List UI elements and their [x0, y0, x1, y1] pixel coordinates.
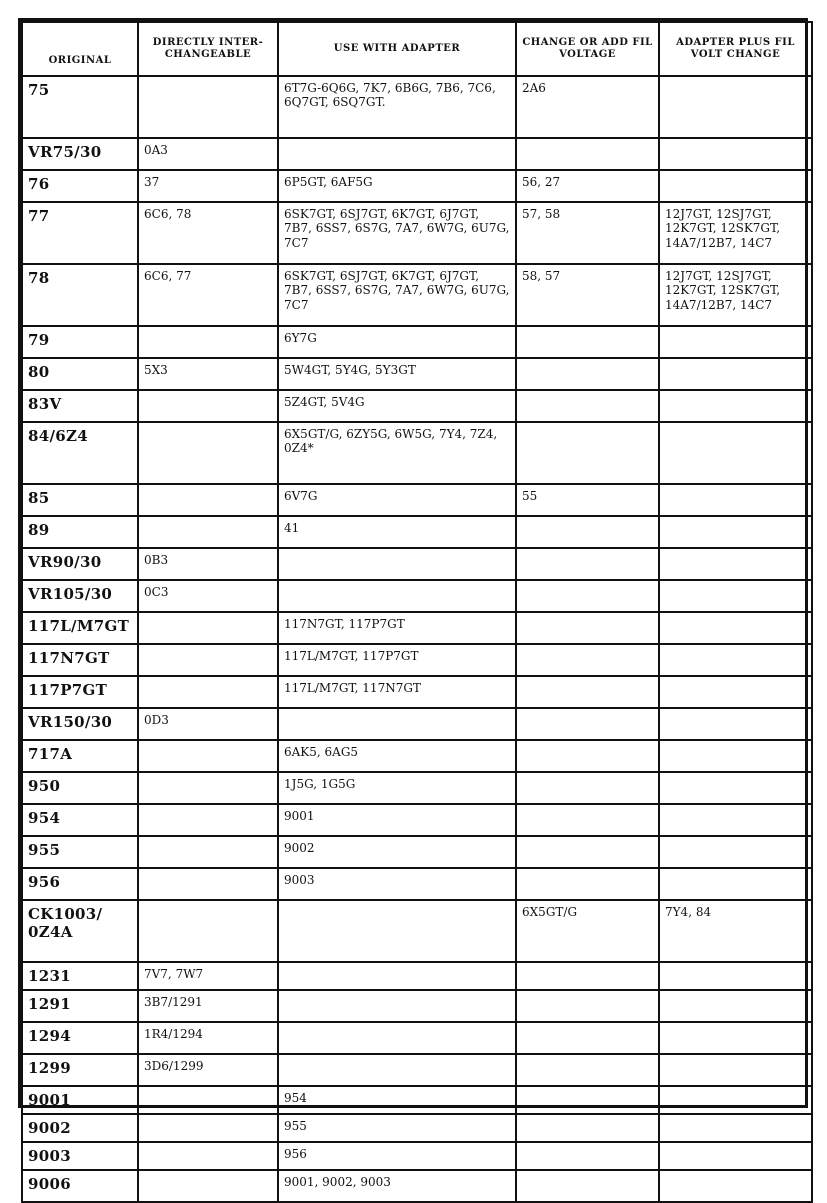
cell-use-with-adapter: 9003 [278, 868, 516, 900]
tube-substitution-table [21, 21, 813, 1203]
cell-directly-interchangeable: 0B3 [138, 548, 278, 580]
cell-change-fil-voltage [516, 740, 659, 772]
cell-change-fil-voltage: 6X5GT/G [516, 900, 659, 962]
table-row [22, 580, 812, 612]
cell-original: VR105/30 [22, 580, 138, 612]
cell-original: 83V [22, 390, 138, 422]
tube-substitution-sheet [18, 18, 808, 1193]
cell-change-fil-voltage [516, 644, 659, 676]
table-row [22, 202, 812, 264]
header-use-with-adapter: USE WITH ADAPTER [278, 22, 516, 76]
header-original: ORIGINAL [22, 22, 138, 76]
table-row [22, 138, 812, 170]
cell-change-fil-voltage [516, 990, 659, 1022]
table-row [22, 740, 812, 772]
cell-change-fil-voltage [516, 548, 659, 580]
cell-change-fil-voltage [516, 358, 659, 390]
cell-directly-interchangeable: 7V7, 7W7 [138, 962, 278, 990]
cell-adapter-plus-fil-volt-change [659, 548, 812, 580]
cell-directly-interchangeable: 3B7/1291 [138, 990, 278, 1022]
cell-adapter-plus-fil-volt-change [659, 868, 812, 900]
cell-original: 1299 [22, 1054, 138, 1086]
table-row [22, 708, 812, 740]
cell-directly-interchangeable [138, 76, 278, 138]
cell-use-with-adapter: 956 [278, 1142, 516, 1170]
cell-use-with-adapter [278, 548, 516, 580]
cell-change-fil-voltage [516, 708, 659, 740]
cell-directly-interchangeable [138, 516, 278, 548]
cell-directly-interchangeable: 1R4/1294 [138, 1022, 278, 1054]
header-adapter-plus-fil-volt-change: ADAPTER PLUS FIL VOLT CHANGE [659, 22, 812, 76]
cell-change-fil-voltage: 2A6 [516, 76, 659, 138]
cell-original: 9003 [22, 1142, 138, 1170]
cell-change-fil-voltage [516, 1022, 659, 1054]
table-row [22, 612, 812, 644]
cell-use-with-adapter: 117L/M7GT, 117P7GT [278, 644, 516, 676]
cell-adapter-plus-fil-volt-change [659, 644, 812, 676]
table-row [22, 1022, 812, 1054]
cell-directly-interchangeable [138, 804, 278, 836]
cell-directly-interchangeable [138, 836, 278, 868]
cell-use-with-adapter: 6V7G [278, 484, 516, 516]
cell-original: 79 [22, 326, 138, 358]
cell-adapter-plus-fil-volt-change [659, 676, 812, 708]
cell-directly-interchangeable [138, 1114, 278, 1142]
cell-change-fil-voltage [516, 1142, 659, 1170]
cell-adapter-plus-fil-volt-change [659, 1022, 812, 1054]
cell-directly-interchangeable [138, 740, 278, 772]
cell-change-fil-voltage [516, 962, 659, 990]
cell-adapter-plus-fil-volt-change [659, 76, 812, 138]
cell-use-with-adapter [278, 580, 516, 612]
cell-original: 85 [22, 484, 138, 516]
cell-use-with-adapter: 6SK7GT, 6SJ7GT, 6K7GT, 6J7GT, 7B7, 6SS7, 6S7G, 7A7, 6W7G, 6U7G, 7C7 [278, 264, 516, 326]
cell-directly-interchangeable [138, 612, 278, 644]
table-row [22, 358, 812, 390]
cell-adapter-plus-fil-volt-change: 12J7GT, 12SJ7GT, 12K7GT, 12SK7GT, 14A7/12B7, 14C7 [659, 264, 812, 326]
cell-adapter-plus-fil-volt-change [659, 516, 812, 548]
cell-change-fil-voltage [516, 580, 659, 612]
cell-directly-interchangeable: 0C3 [138, 580, 278, 612]
cell-use-with-adapter [278, 962, 516, 990]
cell-adapter-plus-fil-volt-change [659, 1054, 812, 1086]
cell-use-with-adapter: 9002 [278, 836, 516, 868]
cell-use-with-adapter: 9001, 9002, 9003 [278, 1170, 516, 1202]
cell-original: 1231 [22, 962, 138, 990]
cell-change-fil-voltage [516, 390, 659, 422]
table-row [22, 516, 812, 548]
table-row [22, 326, 812, 358]
cell-adapter-plus-fil-volt-change [659, 962, 812, 990]
cell-original: 717A [22, 740, 138, 772]
table-row [22, 548, 812, 580]
cell-adapter-plus-fil-volt-change [659, 170, 812, 202]
cell-use-with-adapter: 6Y7G [278, 326, 516, 358]
cell-use-with-adapter [278, 138, 516, 170]
cell-use-with-adapter: 5W4GT, 5Y4G, 5Y3GT [278, 358, 516, 390]
cell-original: 75 [22, 76, 138, 138]
table-row [22, 772, 812, 804]
table-row [22, 804, 812, 836]
table-row [22, 676, 812, 708]
cell-adapter-plus-fil-volt-change: 12J7GT, 12SJ7GT, 12K7GT, 12SK7GT, 14A7/12B7, 14C7 [659, 202, 812, 264]
header-directly-interchangeable: DIRECTLY INTER-CHANGEABLE [138, 22, 278, 76]
table-row [22, 390, 812, 422]
cell-directly-interchangeable [138, 422, 278, 484]
cell-adapter-plus-fil-volt-change [659, 1142, 812, 1170]
cell-original: 80 [22, 358, 138, 390]
cell-directly-interchangeable [138, 1170, 278, 1202]
cell-directly-interchangeable [138, 326, 278, 358]
table-row [22, 1114, 812, 1142]
cell-original: 84/6Z4 [22, 422, 138, 484]
cell-use-with-adapter: 9001 [278, 804, 516, 836]
table-row [22, 900, 812, 962]
cell-directly-interchangeable [138, 390, 278, 422]
cell-original: 117N7GT [22, 644, 138, 676]
cell-adapter-plus-fil-volt-change [659, 138, 812, 170]
cell-adapter-plus-fil-volt-change [659, 390, 812, 422]
table-row [22, 990, 812, 1022]
cell-directly-interchangeable: 3D6/1299 [138, 1054, 278, 1086]
cell-directly-interchangeable [138, 484, 278, 516]
cell-adapter-plus-fil-volt-change [659, 836, 812, 868]
cell-original: 955 [22, 836, 138, 868]
cell-directly-interchangeable [138, 644, 278, 676]
cell-original: 9001 [22, 1086, 138, 1114]
cell-original: CK1003/ 0Z4A [22, 900, 138, 962]
table-row [22, 264, 812, 326]
cell-adapter-plus-fil-volt-change [659, 612, 812, 644]
cell-directly-interchangeable [138, 1142, 278, 1170]
cell-adapter-plus-fil-volt-change [659, 990, 812, 1022]
cell-original: 89 [22, 516, 138, 548]
cell-change-fil-voltage [516, 326, 659, 358]
table-row [22, 484, 812, 516]
cell-adapter-plus-fil-volt-change [659, 484, 812, 516]
table-row [22, 1086, 812, 1114]
cell-change-fil-voltage: 57, 58 [516, 202, 659, 264]
cell-original: 117P7GT [22, 676, 138, 708]
cell-use-with-adapter: 6AK5, 6AG5 [278, 740, 516, 772]
cell-change-fil-voltage: 56, 27 [516, 170, 659, 202]
cell-original: 78 [22, 264, 138, 326]
cell-change-fil-voltage: 58, 57 [516, 264, 659, 326]
cell-original: VR75/30 [22, 138, 138, 170]
cell-use-with-adapter: 41 [278, 516, 516, 548]
cell-adapter-plus-fil-volt-change [659, 804, 812, 836]
cell-use-with-adapter [278, 900, 516, 962]
table-row [22, 644, 812, 676]
cell-use-with-adapter: 5Z4GT, 5V4G [278, 390, 516, 422]
cell-change-fil-voltage [516, 612, 659, 644]
cell-use-with-adapter: 1J5G, 1G5G [278, 772, 516, 804]
header-row [22, 22, 812, 76]
table-row [22, 1170, 812, 1202]
cell-adapter-plus-fil-volt-change [659, 708, 812, 740]
cell-use-with-adapter: 955 [278, 1114, 516, 1142]
cell-original: 77 [22, 202, 138, 264]
table-row [22, 836, 812, 868]
cell-change-fil-voltage [516, 1114, 659, 1142]
cell-original: 1294 [22, 1022, 138, 1054]
cell-change-fil-voltage: 55 [516, 484, 659, 516]
cell-directly-interchangeable: 0D3 [138, 708, 278, 740]
table-row [22, 170, 812, 202]
cell-adapter-plus-fil-volt-change [659, 326, 812, 358]
cell-original: VR150/30 [22, 708, 138, 740]
cell-adapter-plus-fil-volt-change [659, 358, 812, 390]
cell-use-with-adapter [278, 990, 516, 1022]
table-row [22, 1054, 812, 1086]
cell-directly-interchangeable: 37 [138, 170, 278, 202]
cell-directly-interchangeable: 5X3 [138, 358, 278, 390]
cell-original: 956 [22, 868, 138, 900]
cell-adapter-plus-fil-volt-change [659, 422, 812, 484]
cell-use-with-adapter [278, 1022, 516, 1054]
cell-change-fil-voltage [516, 1086, 659, 1114]
cell-original: 950 [22, 772, 138, 804]
cell-change-fil-voltage [516, 422, 659, 484]
cell-directly-interchangeable: 6C6, 78 [138, 202, 278, 264]
cell-adapter-plus-fil-volt-change [659, 1170, 812, 1202]
cell-change-fil-voltage [516, 1170, 659, 1202]
table-row [22, 422, 812, 484]
cell-directly-interchangeable: 0A3 [138, 138, 278, 170]
cell-directly-interchangeable [138, 772, 278, 804]
cell-original: VR90/30 [22, 548, 138, 580]
cell-directly-interchangeable [138, 1086, 278, 1114]
cell-adapter-plus-fil-volt-change [659, 1086, 812, 1114]
cell-change-fil-voltage [516, 804, 659, 836]
cell-use-with-adapter [278, 708, 516, 740]
cell-use-with-adapter: 6SK7GT, 6SJ7GT, 6K7GT, 6J7GT, 7B7, 6SS7, 6S7G, 7A7, 6W7G, 6U7G, 7C7 [278, 202, 516, 264]
cell-use-with-adapter: 6T7G-6Q6G, 7K7, 6B6G, 7B6, 7C6, 6Q7GT, 6SQ7GT. [278, 76, 516, 138]
table-row [22, 868, 812, 900]
cell-directly-interchangeable [138, 868, 278, 900]
cell-change-fil-voltage [516, 1054, 659, 1086]
cell-change-fil-voltage [516, 868, 659, 900]
cell-adapter-plus-fil-volt-change [659, 1114, 812, 1142]
cell-adapter-plus-fil-volt-change: 7Y4, 84 [659, 900, 812, 962]
cell-change-fil-voltage [516, 772, 659, 804]
cell-directly-interchangeable [138, 676, 278, 708]
cell-adapter-plus-fil-volt-change [659, 772, 812, 804]
cell-original: 9006 [22, 1170, 138, 1202]
cell-original: 954 [22, 804, 138, 836]
cell-change-fil-voltage [516, 836, 659, 868]
cell-directly-interchangeable: 6C6, 77 [138, 264, 278, 326]
cell-use-with-adapter [278, 1054, 516, 1086]
cell-adapter-plus-fil-volt-change [659, 740, 812, 772]
cell-adapter-plus-fil-volt-change [659, 580, 812, 612]
table-row [22, 1142, 812, 1170]
cell-change-fil-voltage [516, 516, 659, 548]
cell-original: 117L/M7GT [22, 612, 138, 644]
cell-directly-interchangeable [138, 900, 278, 962]
cell-use-with-adapter: 117L/M7GT, 117N7GT [278, 676, 516, 708]
cell-original: 9002 [22, 1114, 138, 1142]
cell-original: 76 [22, 170, 138, 202]
cell-use-with-adapter: 954 [278, 1086, 516, 1114]
cell-use-with-adapter: 6P5GT, 6AF5G [278, 170, 516, 202]
table-row [22, 76, 812, 138]
cell-use-with-adapter: 117N7GT, 117P7GT [278, 612, 516, 644]
cell-use-with-adapter: 6X5GT/G, 6ZY5G, 6W5G, 7Y4, 7Z4, 0Z4* [278, 422, 516, 484]
cell-original: 1291 [22, 990, 138, 1022]
cell-change-fil-voltage [516, 138, 659, 170]
table-row [22, 962, 812, 990]
cell-change-fil-voltage [516, 676, 659, 708]
header-change-fil-voltage: CHANGE OR ADD FIL VOLTAGE [516, 22, 659, 76]
